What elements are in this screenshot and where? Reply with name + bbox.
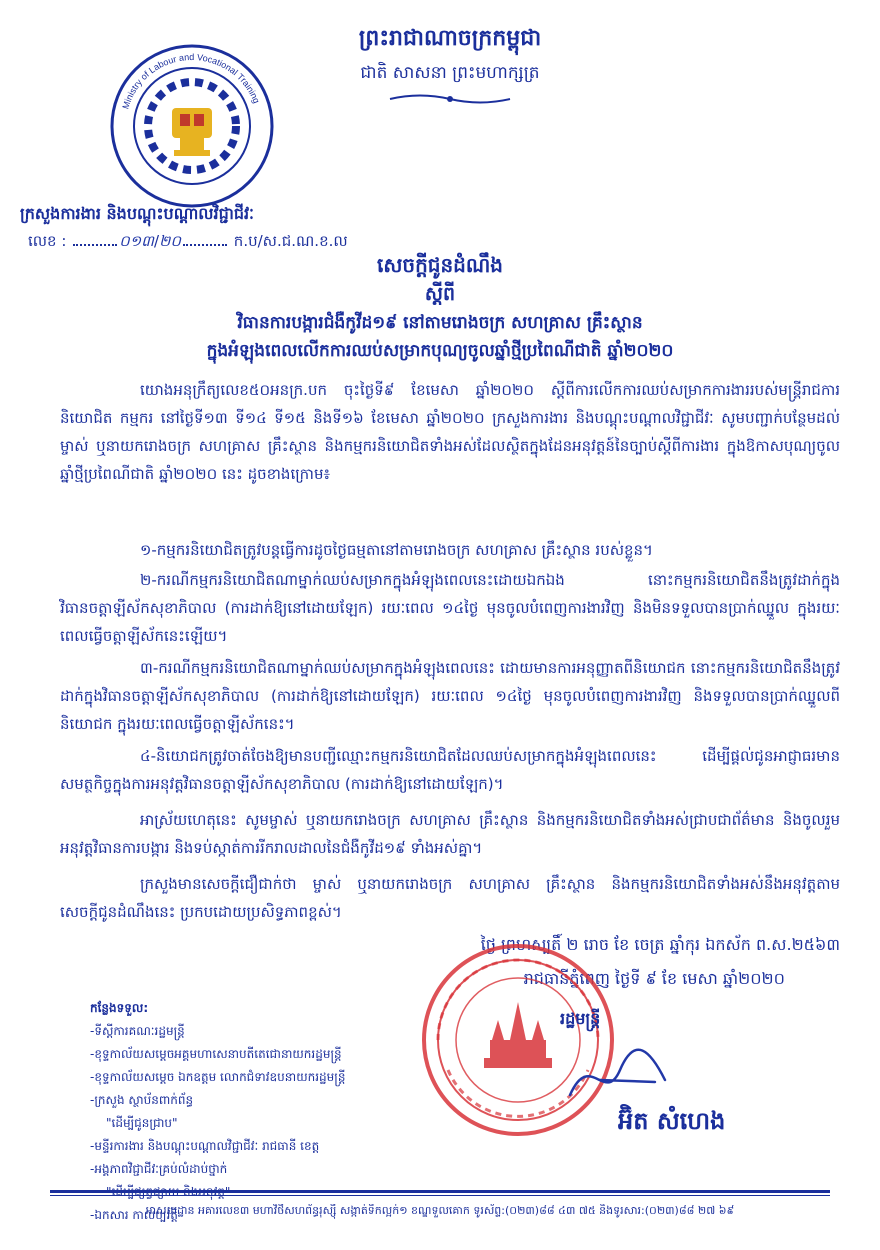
body-paragraph-conclusion: អាស្រ័យហេតុនេះ សូមម្ចាស់ ឬនាយករោងចក្រ សហគ្រាស គ្រឹះស្ថាន និងកម្មករនិយោជិតទាំងអស់ជ្រាបជាព័ត៌មាន និងចូលរួមអនុវត្តវិធានការបង្ការ និងទប់ស្កាត់ការរីករាលដាលនៃជំងឺកូវីដ១៩ ទាំងអស់គ្នា។ [60,811,840,857]
recipient-item: -ឯកសារ កាលប្បវត្តិ [90,1208,178,1222]
document-subject-line-2: ក្នុងអំឡុងពេលលើកការឈប់សម្រាកបុណ្យចូលឆ្នាំថ្មីប្រពៃណីជាតិ ឆ្នាំ២០២០ [206,341,674,361]
recipients-heading: កន្លែងទទួល: [90,1001,149,1015]
reference-label: លេខ : [28,232,67,250]
body-paragraph-point-1: ១-កម្មករនិយោជិតត្រូវបន្តធ្វើការដូចថ្ងៃធម្មតានៅតាមរោងចក្រ សហគ្រាស គ្រឹះស្ថាន របស់ខ្លួន។ [140,541,653,559]
document-title: សេចក្តីជូនដំណឹង [377,253,503,277]
kingdom-heading: ព្រះរាជាណាចក្រកម្ពុជា [358,26,542,51]
reference-line: លេខ : ០១៣/២០ ក.ប/ស.ជ.ណ.ខ.ល [28,232,348,250]
city-date: រាជធានីភ្នំពេញ ថ្ងៃទី ៩ ខែ មេសា ឆ្នាំ២០២០ [523,969,785,988]
document-subject-label: ស្តីពី [424,283,456,305]
recipient-item: -មន្ទីរការងារ និងបណ្តុះបណ្តាលវិជ្ជាជីវៈ រាជធានី ខេត្ត [90,1139,320,1153]
recipient-item: -ខុទ្ទកាល័យសម្តេចអគ្គមហាសេនាបតីតេជោនាយករដ្ឋមន្ត្រី [90,1047,342,1061]
body-paragraph-point-2: ២-ករណីកម្មករនិយោជិតណាម្នាក់ឈប់សម្រាកក្នុងអំឡុងពេលនេះដោយឯកឯង នោះកម្មករនិយោជិតនឹងត្រូវដាក់ក្នុងវិធានចត្តាឡីស័កសុខាភិបាល (ការដាក់ឱ្យនៅដោយឡែក) រយៈពេល ១៤ថ្ងៃ មុនចូលបំពេញការងារវិញ និងមិនទទួលបានប្រាក់ឈ្នួល ក្នុងរយៈពេលធ្វើចត្តាឡីស័កនេះឡើយ។ [60,571,840,645]
recipient-item: "ដើម្បីផ្សព្វផ្សាយ និងអនុវត្ត" [106,1185,231,1199]
document-subject-line-1: វិធានការបង្ការជំងឺកូវីដ១៩ នៅតាមរោងចក្រ សហគ្រាស គ្រឹះស្ថាន [237,313,643,333]
recipient-item: -ខុទ្ទកាល័យសម្តេច ឯកឧត្តម លោកជំទាវឧបនាយករដ្ឋមន្ត្រី [90,1070,346,1084]
minister-name: អ៊ិត សំហេង [618,1107,726,1135]
national-motto: ជាតិ សាសនា ព្រះមហាក្សត្រ [360,63,540,83]
recipient-item: -ក្រសួង ស្ថាប័នពាក់ព័ន្ធ [90,1093,194,1107]
logo-ring-text: Ministry of Labour and Vocational Training [120,51,262,111]
recipient-item: -ទីស្តីការគណៈរដ្ឋមន្ត្រី [90,1024,185,1038]
footer-address: អាសយដ្ឋាន អគារលេខ៣ មហាវិថីសហព័ន្ធរុស្ស៊ី សង្កាត់ទឹកល្អក់១ ខណ្ឌទួលគោក ទូរស័ព្ទ:(០២៣)៨៨ ៤៣ ៧៥ និងទូរសារ:(០២៣)៨៨ ២៧ ៦៩ [145,1204,735,1217]
body-paragraph-closing: ក្រសួងមានសេចក្តីជឿជាក់ថា ម្ចាស់ ឬនាយករោងចក្រ សហគ្រាស គ្រឹះស្ថាន និងកម្មករនិយោជិតទាំងអស់នឹងអនុវត្តតាមសេចក្តីជូនដំណឹងនេះ ប្រកបដោយប្រសិទ្ធភាពខ្ពស់។ [60,875,840,921]
ministry-name: ក្រសួងការងារ និងបណ្តុះបណ្តាលវិជ្ជាជីវៈ [20,204,254,223]
body-paragraph-point-4: ៤-និយោជកត្រូវចាត់ចែងឱ្យមានបញ្ជីឈ្មោះកម្មករនិយោជិតដែលឈប់សម្រាកក្នុងអំឡុងពេលនេះ ដើម្បីផ្តល់ជូនអាជ្ញាធរមានសមត្ថកិច្ចក្នុងការអនុវត្តវិធានចត្តាឡីស័កសុខាភិបាល (ការដាក់ឱ្យនៅដោយឡែក)។ [60,747,840,793]
footer-divider-thin [50,1195,830,1196]
footer-divider [50,1190,830,1193]
body-paragraph-intro: យោងអនុក្រឹត្យលេខ៥០អនក្រ.បក ចុះថ្ងៃទី៩ ខែមេសា ឆ្នាំ២០២០ ស្តីពីការលើកការឈប់សម្រាកការងាររបស់មន្ត្រីរាជការ និយោជិត កម្មករ នៅថ្ងៃទី១៣ ទី១៤ ទី១៥ និងទី១៦ ខែមេសា ឆ្នាំ២០២០ ក្រសួងការងារ និងបណ្តុះបណ្តាលវិជ្ជាជីវៈ សូមបញ្ជាក់បន្ថែមដល់ម្ចាស់ ឬនាយករោងចក្រ សហគ្រាស គ្រឹះស្ថាន និងកម្មករនិយោជិតទាំងអស់ដែលស្ថិតក្នុងដែនអនុវត្តន៍នៃច្បាប់ស្តីពីការងារ ក្នុងឱកាសបុណ្យចូលឆ្នាំថ្មីប្រពៃណីជាតិ ឆ្នាំ២០២០ នេះ ដូចខាងក្រោម៖ [60,381,840,483]
reference-number: ០១៣ [119,232,154,250]
body-paragraph-point-3: ៣-ករណីកម្មករនិយោជិតណាម្នាក់ឈប់សម្រាកក្នុងអំឡុងពេលនេះ ដោយមានការអនុញ្ញាតពីនិយោជក នោះកម្មករនិយោជិតនឹងត្រូវដាក់ក្នុងវិធានចត្តាឡីស័កសុខាភិបាល (ការដាក់ឱ្យនៅដោយឡែក) រយៈពេល ១៤ថ្ងៃ មុនចូលបំពេញការងារវិញ និងទទួលបានប្រាក់ឈ្នួលពីនិយោជក ក្នុងរយៈពេលធ្វើចត្តាឡីស័កនេះ។ [60,659,840,733]
header-ornament-icon [385,92,515,106]
recipient-item: -អង្គភាពវិជ្ជាជីវៈគ្រប់លំដាប់ថ្នាក់ [90,1162,228,1176]
lunar-date: ថ្ងៃ ព្រហស្បតិ៍ ២ រោច ខែ ចេត្រ ឆ្នាំកុរ ឯកស័ក ព.ស.២៥៦៣ [480,935,840,954]
ministry-logo [108,42,276,210]
reference-year: ២០ [159,232,182,250]
recipient-item: "ដើម្បីជូនជ្រាប" [106,1116,178,1130]
handwritten-signature-icon [560,1040,680,1110]
reference-code: ក.ប/ស.ជ.ណ.ខ.ល [233,232,348,250]
minister-title: រដ្ឋមន្ត្រី [560,1009,601,1028]
